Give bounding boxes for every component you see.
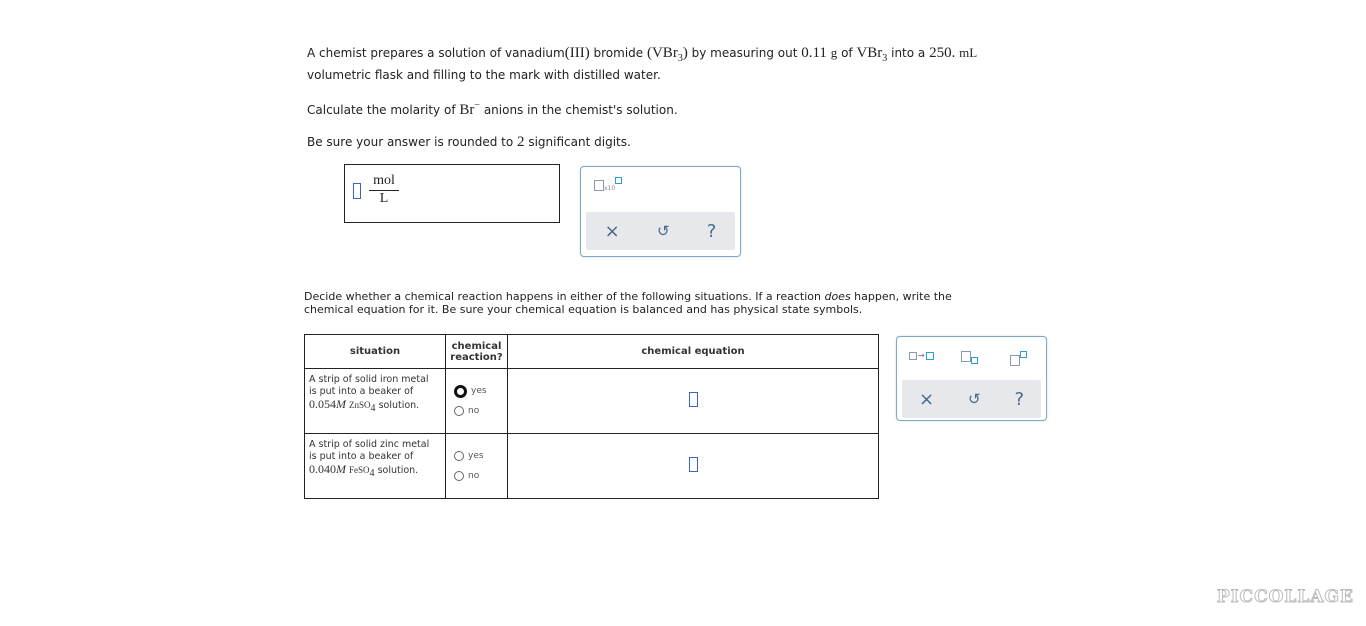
radio-circle[interactable] xyxy=(454,471,464,481)
sit-line-2: is put into a beaker of xyxy=(309,386,414,397)
arrow-icon: → xyxy=(918,351,925,360)
significant-digits-note xyxy=(307,131,631,153)
sit-line-3 xyxy=(309,463,441,477)
base-box-icon xyxy=(594,180,604,191)
situation-cell xyxy=(305,369,446,434)
radio-circle[interactable] xyxy=(454,385,467,398)
q1-text-bromide: bromide xyxy=(589,46,647,60)
molar-unit: M xyxy=(336,462,346,476)
header-equation: chemical equation xyxy=(508,335,879,369)
roman-numeral: (III) xyxy=(564,45,590,61)
product-box-icon xyxy=(926,352,934,360)
q2-post: happen, write the xyxy=(850,290,952,303)
tool-strip xyxy=(902,380,1041,418)
situation-cell xyxy=(305,434,446,499)
formula2-sub: 3 xyxy=(882,53,888,64)
table-row xyxy=(305,434,879,499)
q2-pre: Decide whether a chemical reaction happens in either of the following situations. If a reaction xyxy=(304,290,825,303)
sit-line-2: is put into a beaker of xyxy=(309,451,414,462)
molarity-answer-box[interactable] xyxy=(344,164,560,223)
formula-sub: 3 xyxy=(677,53,683,64)
tool-strip xyxy=(586,212,735,250)
scientific-notation-button[interactable] xyxy=(594,179,622,192)
mass-unit: g xyxy=(830,45,838,60)
q1-text-of: of xyxy=(837,46,857,60)
sit-line-1: A strip of solid zinc metal xyxy=(309,439,430,450)
reaction-choice-cell xyxy=(446,434,508,499)
ion-charge: − xyxy=(474,100,480,111)
question-1-line-1 xyxy=(307,42,977,64)
sig-n: 2 xyxy=(517,134,525,150)
unit-denominator: L xyxy=(379,191,389,206)
sit-line-3 xyxy=(309,398,441,412)
superscript-box-icon xyxy=(1020,351,1027,358)
reactant-box-icon xyxy=(909,352,917,360)
no-radio[interactable] xyxy=(446,401,507,421)
reaction-choice-cell xyxy=(446,369,508,434)
formula-vbr3 xyxy=(646,45,688,64)
q1-text-into: into a xyxy=(887,46,930,60)
clear-button[interactable]: × xyxy=(918,388,935,410)
concentration: 0.054 xyxy=(309,397,336,411)
formula-open: (VBr xyxy=(646,45,678,61)
superscript-button[interactable] xyxy=(1010,349,1027,366)
salt-formula xyxy=(349,465,375,479)
subscript-button[interactable] xyxy=(961,349,978,364)
radio-circle[interactable] xyxy=(454,406,464,416)
superscript-base-icon xyxy=(1010,355,1020,366)
ion: Br xyxy=(459,102,475,118)
sit-line-1: A strip of solid iron metal xyxy=(309,374,429,385)
mass-value: 0.11 xyxy=(801,45,827,61)
yes-radio[interactable] xyxy=(446,381,507,401)
equation-cell[interactable] xyxy=(508,434,879,499)
header-situation: situation xyxy=(305,335,446,369)
equation-tools-panel xyxy=(896,336,1047,421)
answer-tools-panel xyxy=(580,166,741,257)
unit-numerator: mol xyxy=(369,173,399,191)
salt-sub: 4 xyxy=(370,402,376,414)
radio-circle[interactable] xyxy=(454,451,464,461)
solution-word: solution. xyxy=(374,465,419,476)
no-label: no xyxy=(468,406,480,416)
molarity-input[interactable] xyxy=(353,183,361,199)
table-header-row xyxy=(305,335,879,369)
help-button[interactable]: ? xyxy=(1014,388,1025,410)
volume-unit: mL xyxy=(959,45,978,60)
subscript-base-icon xyxy=(961,351,971,362)
salt: ZnSO xyxy=(349,400,371,410)
yes-label: yes xyxy=(468,451,484,461)
subscript-box-icon xyxy=(971,357,978,364)
equation-cell[interactable] xyxy=(508,369,879,434)
formula2: VBr xyxy=(856,45,883,61)
equation-input[interactable] xyxy=(689,457,698,472)
sig-post: significant digits. xyxy=(524,135,631,149)
q1-text-measuring: by measuring out xyxy=(687,46,802,60)
concentration: 0.040 xyxy=(309,462,336,476)
reaction-arrow-button[interactable] xyxy=(909,351,934,360)
question-1-line-2: volumetric flask and filling to the mark with distilled water. xyxy=(307,68,661,82)
yes-radio[interactable] xyxy=(446,446,507,466)
reaction-table xyxy=(304,334,879,499)
calc-post: anions in the chemist's solution. xyxy=(480,103,678,117)
question-2-line-1 xyxy=(304,290,952,303)
undo-button[interactable]: ↺ xyxy=(656,222,670,240)
header-reaction-2: reaction? xyxy=(450,351,503,363)
undo-button[interactable]: ↺ xyxy=(967,390,981,408)
exponent-box-icon xyxy=(615,177,622,184)
molar-unit: M xyxy=(336,397,346,411)
piccollage-watermark: PICCOLLAGE xyxy=(1216,587,1354,607)
formula-vbr3-2 xyxy=(856,45,888,64)
help-button[interactable]: ? xyxy=(706,220,717,242)
formula-close: ) xyxy=(682,45,688,61)
sig-pre: Be sure your answer is rounded to xyxy=(307,135,518,149)
yes-label: yes xyxy=(471,386,487,396)
salt-formula xyxy=(349,400,376,414)
calculate-prompt xyxy=(307,99,678,121)
salt: FeSO xyxy=(349,465,370,475)
salt-sub: 4 xyxy=(369,467,375,479)
calc-pre: Calculate the molarity of xyxy=(307,103,460,117)
times-ten-label: x10 xyxy=(604,185,616,192)
unit-fraction xyxy=(369,173,399,207)
equation-input[interactable] xyxy=(689,392,698,407)
clear-button[interactable]: × xyxy=(604,220,620,242)
header-reaction xyxy=(446,335,508,369)
no-radio[interactable] xyxy=(446,466,507,486)
header-reaction-1: chemical xyxy=(451,340,502,352)
question-2-line-2: chemical equation for it. Be sure your chemical equation is balanced and has physical state symbols. xyxy=(304,303,863,316)
volume-value: 250. xyxy=(929,45,956,61)
q2-emphasis: does xyxy=(824,290,851,303)
table-row xyxy=(305,369,879,434)
solution-word: solution. xyxy=(375,400,420,411)
q1-text-start: A chemist prepares a solution of vanadium xyxy=(307,46,565,60)
bromide-ion xyxy=(459,102,480,118)
no-label: no xyxy=(468,471,480,481)
